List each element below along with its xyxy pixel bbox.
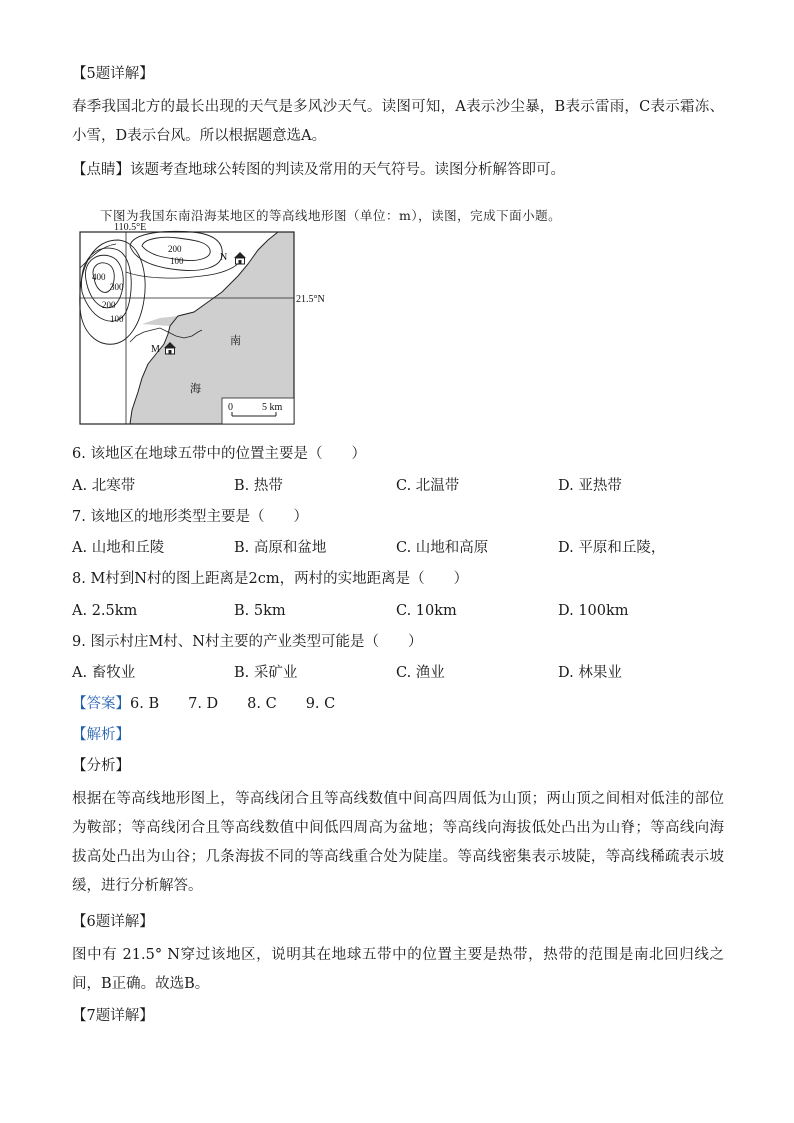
q7-option-d: D. 平原和丘陵， (558, 540, 666, 556)
section-5-body: 春季我国北方的最长出现的天气是多风沙天气。读图可知，A表示沙尘暴，B表示雷雨，C表示霜冻、小雪，D表示台风。所以根据题意选A。 (72, 99, 724, 144)
q9-option-c: C. 渔业 (396, 665, 445, 681)
contour-label-300: 300 (110, 282, 124, 292)
q6-option-d: D. 亚热带 (558, 478, 622, 494)
longitude-label: 110.5°E (114, 222, 147, 233)
question-6-stem: 6. 该地区在地球五带中的位置主要是（ ） (72, 446, 366, 462)
q8-option-d: D. 100km (558, 603, 629, 619)
section-5-heading: 【5题详解】 (72, 66, 154, 82)
fenxi-heading: 【分析】 (72, 758, 130, 774)
question-8-stem: 8. M村到N村的图上距离是2cm，两村的实地距离是（ ） (72, 571, 469, 587)
answer-label: 【答案】 (72, 696, 130, 712)
village-n-house-icon (234, 252, 246, 264)
village-n-label: N (220, 252, 228, 263)
answer-values: 6. B 7. D 8. C 9. C (130, 696, 336, 712)
section-7-heading: 【7题详解】 (72, 1008, 154, 1024)
question-7-stem: 7. 该地区的地形类型主要是（ ） (72, 509, 308, 525)
q9-option-b: B. 采矿业 (234, 665, 298, 681)
scale-zero-label: 0 (228, 402, 233, 413)
scale-km-label: 5 km (262, 402, 283, 413)
q6-option-b: B. 热带 (234, 478, 283, 494)
contour-label-200-upper: 200 (168, 244, 182, 254)
latitude-label: 21.5°N (296, 294, 325, 305)
dianjing-text: 该题考查地球公转图的判读及常用的天气符号。读图分析解答即可。 (130, 162, 565, 178)
q9-option-d: D. 林果业 (558, 665, 622, 681)
q8-option-c: C. 10km (396, 603, 457, 619)
map-caption: 下图为我国东南沿海某地区的等高线地形图（单位：m），读图，完成下面小题。 (100, 208, 562, 223)
fenxi-body: 根据在等高线地形图上，等高线闭合且等高线数值中间高四周低为山顶；两山顶之间相对低洼的部位为鞍部；等高线闭合且等高线数值中间低四周高为盆地；等高线向海拔低处凸出为山脊；等高线向海拔高处凸出为山谷；几条海拔不同的等高线重合处为陡崖。等高线密集表示坡陡，等高线稀疏表示坡缓，进行分析解答。 (72, 791, 724, 894)
q8-option-a: A. 2.5km (72, 603, 138, 619)
answer-line (72, 695, 335, 713)
contour-map (72, 222, 325, 428)
contour-label-100: 100 (110, 314, 124, 324)
sea-label-nan: 南 (230, 335, 241, 347)
q8-option-b: B. 5km (234, 603, 286, 619)
q9-option-a: A. 畜牧业 (72, 665, 136, 681)
village-m-label: M (151, 344, 160, 355)
jiexi-heading: 【解析】 (72, 727, 130, 743)
sea-label-hai: 海 (190, 383, 201, 395)
section-6-body: 图中有 21.5° N穿过该地区，说明其在地球五带中的位置主要是热带，热带的范围是南北回归线之间，B正确。故选B。 (72, 947, 724, 992)
q6-option-a: A. 北寒带 (72, 478, 136, 494)
contour-label-400: 400 (92, 272, 106, 282)
contour-label-100-upper: 100 (170, 256, 184, 266)
question-9-stem: 9. 图示村庄M村、N村主要的产业类型可能是（ ） (72, 634, 423, 650)
q7-option-c: C. 山地和高原 (396, 540, 489, 556)
q7-option-b: B. 高原和盆地 (234, 540, 327, 556)
dianjing-note (72, 161, 565, 179)
dianjing-label: 【点睛】 (72, 162, 130, 178)
section-6-heading: 【6题详解】 (72, 914, 154, 930)
q6-option-c: C. 北温带 (396, 478, 460, 494)
contour-label-200: 200 (102, 300, 116, 310)
sea-area (130, 232, 294, 424)
q7-option-a: A. 山地和丘陵 (72, 540, 165, 556)
